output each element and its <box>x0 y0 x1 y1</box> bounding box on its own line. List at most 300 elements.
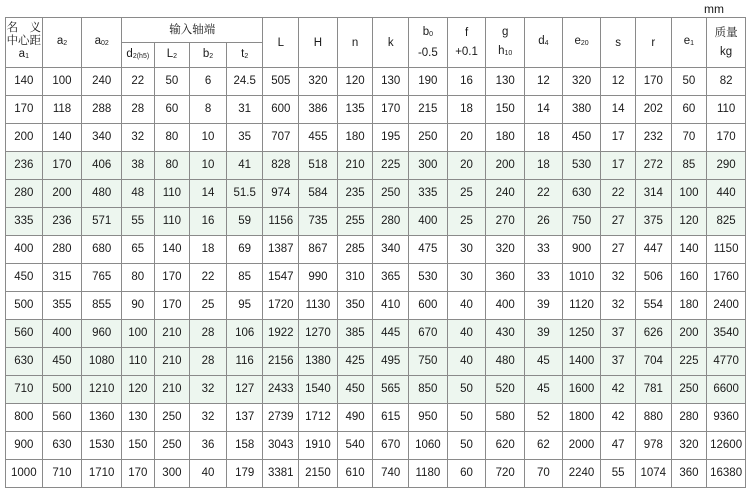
table-cell: 12600 <box>707 432 746 460</box>
table-row <box>6 264 746 292</box>
table-cell: 978 <box>635 432 671 460</box>
table-cell: 37 <box>601 320 636 348</box>
table-cell: 1710 <box>82 460 122 488</box>
table-cell: 106 <box>226 320 263 348</box>
table-row <box>6 180 746 208</box>
table-cell: 14 <box>190 180 227 208</box>
table-cell: 670 <box>409 320 448 348</box>
table-cell: 990 <box>299 264 338 292</box>
table-cell: 18 <box>525 152 563 180</box>
table-cell: 16 <box>447 68 486 96</box>
table-cell: 39 <box>525 320 563 348</box>
table-cell: 12 <box>525 68 563 96</box>
header-e1: e1 <box>671 18 707 68</box>
table-cell: 22 <box>525 180 563 208</box>
table-cell: 27 <box>601 236 636 264</box>
table-cell: 375 <box>635 208 671 236</box>
header-mass: 质量 kg <box>707 18 746 68</box>
table-cell: 240 <box>82 68 122 96</box>
table-cell: 620 <box>486 432 525 460</box>
table-cell: 195 <box>373 124 409 152</box>
table-cell: 350 <box>337 292 373 320</box>
table-cell: 1387 <box>263 236 299 264</box>
table-cell: 48 <box>122 180 155 208</box>
table-cell: 85 <box>226 264 263 292</box>
table-cell: 800 <box>6 404 43 432</box>
table-cell: 285 <box>337 236 373 264</box>
table-row <box>6 124 746 152</box>
header-s: s <box>601 18 636 68</box>
table-cell: 450 <box>337 376 373 404</box>
table-cell: 1547 <box>263 264 299 292</box>
table-cell: 25 <box>447 180 486 208</box>
table-cell: 974 <box>263 180 299 208</box>
table-cell: 565 <box>373 376 409 404</box>
table-cell: 584 <box>299 180 338 208</box>
table-cell: 1530 <box>82 432 122 460</box>
table-cell: 1150 <box>707 236 746 264</box>
table-cell: 22 <box>122 68 155 96</box>
table-cell: 110 <box>154 208 190 236</box>
table-cell: 735 <box>299 208 338 236</box>
table-cell: 32 <box>601 292 636 320</box>
table-cell: 225 <box>671 348 707 376</box>
table-cell: 90 <box>122 292 155 320</box>
table-cell: 280 <box>42 236 82 264</box>
table-cell: 960 <box>82 320 122 348</box>
table-cell: 867 <box>299 236 338 264</box>
table-cell: 740 <box>373 460 409 488</box>
table-cell: 25 <box>190 292 227 320</box>
table-cell: 335 <box>409 180 448 208</box>
table-cell: 320 <box>299 68 338 96</box>
table-cell: 32 <box>190 404 227 432</box>
table-cell: 62 <box>525 432 563 460</box>
table-cell: 270 <box>486 208 525 236</box>
table-cell: 236 <box>42 208 82 236</box>
table-cell: 50 <box>671 68 707 96</box>
header-d4: d4 <box>525 18 563 68</box>
table-cell: 127 <box>226 376 263 404</box>
table-cell: 25 <box>447 208 486 236</box>
table-cell: 190 <box>409 68 448 96</box>
table-cell: 65 <box>122 236 155 264</box>
table-cell: 17 <box>601 124 636 152</box>
table-cell: 900 <box>6 432 43 460</box>
table-cell: 137 <box>226 404 263 432</box>
header-t2: t2 <box>226 43 263 68</box>
header-H: H <box>299 18 338 68</box>
table-cell: 580 <box>486 404 525 432</box>
table-cell: 160 <box>671 264 707 292</box>
table-cell: 170 <box>122 460 155 488</box>
table-cell: 80 <box>154 124 190 152</box>
table-cell: 2433 <box>263 376 299 404</box>
table-cell: 200 <box>486 152 525 180</box>
table-cell: 765 <box>82 264 122 292</box>
table-row <box>6 68 746 96</box>
table-cell: 10 <box>190 124 227 152</box>
table-cell: 120 <box>337 68 373 96</box>
table-cell: 500 <box>6 292 43 320</box>
table-cell: 630 <box>42 432 82 460</box>
table-cell: 140 <box>154 236 190 264</box>
header-b2: b2 <box>190 43 227 68</box>
table-cell: 40 <box>190 460 227 488</box>
table-cell: 24.5 <box>226 68 263 96</box>
table-cell: 630 <box>562 180 601 208</box>
table-cell: 495 <box>373 348 409 376</box>
table-cell: 215 <box>409 96 448 124</box>
table-cell: 670 <box>373 432 409 460</box>
header-e20: e20 <box>562 18 601 68</box>
table-cell: 14 <box>525 96 563 124</box>
table-cell: 250 <box>154 432 190 460</box>
table-cell: 1380 <box>299 348 338 376</box>
table-cell: 116 <box>226 348 263 376</box>
table-cell: 400 <box>486 292 525 320</box>
table-body <box>6 68 746 488</box>
table-cell: 69 <box>226 236 263 264</box>
table-cell: 255 <box>337 208 373 236</box>
table-cell: 1060 <box>409 432 448 460</box>
table-cell: 480 <box>82 180 122 208</box>
table-cell: 506 <box>635 264 671 292</box>
table-cell: 140 <box>6 68 43 96</box>
header-b0: b0 -0.5 <box>409 18 448 68</box>
table-cell: 385 <box>337 320 373 348</box>
table-cell: 180 <box>671 292 707 320</box>
table-cell: 554 <box>635 292 671 320</box>
table-cell: 475 <box>409 236 448 264</box>
table-cell: 1910 <box>299 432 338 460</box>
table-cell: 320 <box>562 68 601 96</box>
table-cell: 18 <box>447 96 486 124</box>
table-cell: 290 <box>707 152 746 180</box>
table-cell: 828 <box>263 152 299 180</box>
table-cell: 900 <box>562 236 601 264</box>
table-cell: 150 <box>486 96 525 124</box>
header-r: r <box>635 18 671 68</box>
table-cell: 130 <box>122 404 155 432</box>
table-cell: 340 <box>373 236 409 264</box>
table-cell: 110 <box>154 180 190 208</box>
header-a2: a2 <box>42 18 82 68</box>
header-L: L <box>263 18 299 68</box>
table-cell: 150 <box>122 432 155 460</box>
table-cell: 33 <box>525 236 563 264</box>
table-cell: 180 <box>337 124 373 152</box>
table-cell: 360 <box>671 460 707 488</box>
table-cell: 210 <box>154 376 190 404</box>
table-cell: 571 <box>82 208 122 236</box>
table-cell: 36 <box>190 432 227 460</box>
table-cell: 170 <box>373 96 409 124</box>
table-cell: 626 <box>635 320 671 348</box>
table-row <box>6 292 746 320</box>
table-cell: 750 <box>562 208 601 236</box>
table-cell: 1074 <box>635 460 671 488</box>
table-cell: 450 <box>562 124 601 152</box>
table-cell: 320 <box>486 236 525 264</box>
table-cell: 704 <box>635 348 671 376</box>
header-g: g h10 <box>486 18 525 68</box>
table-cell: 410 <box>373 292 409 320</box>
table-cell: 170 <box>6 96 43 124</box>
table-row <box>6 96 746 124</box>
table-cell: 855 <box>82 292 122 320</box>
table-cell: 880 <box>635 404 671 432</box>
table-cell: 50 <box>154 68 190 96</box>
table-cell: 170 <box>154 292 190 320</box>
table-cell: 315 <box>42 264 82 292</box>
table-cell: 28 <box>122 96 155 124</box>
table-cell: 518 <box>299 152 338 180</box>
table-cell: 32 <box>122 124 155 152</box>
table-cell: 35 <box>226 124 263 152</box>
table-cell: 28 <box>190 320 227 348</box>
table-cell: 130 <box>373 68 409 96</box>
table-cell: 28 <box>190 348 227 376</box>
table-cell: 250 <box>671 376 707 404</box>
table-cell: 110 <box>122 348 155 376</box>
table-cell: 1250 <box>562 320 601 348</box>
table-cell: 680 <box>82 236 122 264</box>
table-cell: 455 <box>299 124 338 152</box>
table-cell: 210 <box>154 348 190 376</box>
table-cell: 179 <box>226 460 263 488</box>
table-cell: 2240 <box>562 460 601 488</box>
table-cell: 1400 <box>562 348 601 376</box>
table-cell: 1120 <box>562 292 601 320</box>
table-cell: 140 <box>42 124 82 152</box>
table-row <box>6 236 746 264</box>
table-cell: 26 <box>525 208 563 236</box>
table-cell: 600 <box>263 96 299 124</box>
table-cell: 425 <box>337 348 373 376</box>
table-cell: 6 <box>190 68 227 96</box>
table-cell: 1270 <box>299 320 338 348</box>
table-cell: 355 <box>42 292 82 320</box>
table-cell: 12 <box>601 68 636 96</box>
table-cell: 32 <box>601 264 636 292</box>
table-cell: 70 <box>525 460 563 488</box>
table-cell: 250 <box>409 124 448 152</box>
table-cell: 1130 <box>299 292 338 320</box>
table-cell: 365 <box>373 264 409 292</box>
table-cell: 16 <box>190 208 227 236</box>
table-cell: 22 <box>601 180 636 208</box>
table-cell: 1712 <box>299 404 338 432</box>
table-cell: 210 <box>154 320 190 348</box>
table-cell: 37 <box>601 348 636 376</box>
table-cell: 51.5 <box>226 180 263 208</box>
table-cell: 236 <box>6 152 43 180</box>
table-cell: 480 <box>486 348 525 376</box>
table-cell: 335 <box>6 208 43 236</box>
table-cell: 210 <box>337 152 373 180</box>
table-cell: 400 <box>42 320 82 348</box>
table-cell: 300 <box>154 460 190 488</box>
table-cell: 360 <box>486 264 525 292</box>
table-cell: 100 <box>42 68 82 96</box>
table-cell: 95 <box>226 292 263 320</box>
table-cell: 60 <box>671 96 707 124</box>
table-cell: 530 <box>562 152 601 180</box>
table-cell: 505 <box>263 68 299 96</box>
table-cell: 781 <box>635 376 671 404</box>
table-cell: 170 <box>154 264 190 292</box>
table-row <box>6 152 746 180</box>
table-cell: 450 <box>6 264 43 292</box>
table-cell: 450 <box>42 348 82 376</box>
table-cell: 235 <box>337 180 373 208</box>
table-cell: 59 <box>226 208 263 236</box>
table-cell: 3043 <box>263 432 299 460</box>
table-cell: 250 <box>154 404 190 432</box>
header-d2: d2(h5) <box>122 43 155 68</box>
table-cell: 710 <box>42 460 82 488</box>
table-cell: 2400 <box>707 292 746 320</box>
table-cell: 80 <box>122 264 155 292</box>
table-cell: 520 <box>486 376 525 404</box>
table-cell: 314 <box>635 180 671 208</box>
table-cell: 386 <box>299 96 338 124</box>
table-cell: 430 <box>486 320 525 348</box>
table-cell: 630 <box>6 348 43 376</box>
table-cell: 2739 <box>263 404 299 432</box>
table-cell: 85 <box>671 152 707 180</box>
table-cell: 55 <box>601 460 636 488</box>
table-cell: 560 <box>42 404 82 432</box>
table-cell: 32 <box>190 376 227 404</box>
table-cell: 1720 <box>263 292 299 320</box>
table-cell: 180 <box>486 124 525 152</box>
table-cell: 2150 <box>299 460 338 488</box>
table-cell: 10 <box>190 152 227 180</box>
table-cell: 45 <box>525 348 563 376</box>
table-cell: 120 <box>671 208 707 236</box>
table-cell: 40 <box>447 292 486 320</box>
table-cell: 60 <box>154 96 190 124</box>
table-cell: 340 <box>82 124 122 152</box>
table-cell: 4770 <box>707 348 746 376</box>
table-cell: 280 <box>373 208 409 236</box>
table-cell: 22 <box>190 264 227 292</box>
table-cell: 41 <box>226 152 263 180</box>
table-cell: 30 <box>447 236 486 264</box>
table-cell: 707 <box>263 124 299 152</box>
table-cell: 400 <box>6 236 43 264</box>
table-cell: 1922 <box>263 320 299 348</box>
header-nominal-center-distance: 名 义 中心距 a1 <box>6 18 43 68</box>
table-cell: 40 <box>447 348 486 376</box>
table-cell: 9360 <box>707 404 746 432</box>
header-a02: a02 <box>82 18 122 68</box>
table-cell: 135 <box>337 96 373 124</box>
table-cell: 3381 <box>263 460 299 488</box>
table-cell: 280 <box>671 404 707 432</box>
table-cell: 1080 <box>82 348 122 376</box>
table-cell: 20 <box>447 124 486 152</box>
table-row <box>6 320 746 348</box>
table-row <box>6 460 746 488</box>
header-input-shaft-end: 输入轴端 <box>122 18 263 43</box>
table-cell: 1000 <box>6 460 43 488</box>
table-cell: 380 <box>562 96 601 124</box>
table-cell: 55 <box>122 208 155 236</box>
table-cell: 40 <box>447 320 486 348</box>
table-cell: 447 <box>635 236 671 264</box>
table-cell: 200 <box>6 124 43 152</box>
header-k: k <box>373 18 409 68</box>
table-cell: 240 <box>486 180 525 208</box>
table-cell: 82 <box>707 68 746 96</box>
table-cell: 130 <box>486 68 525 96</box>
table-cell: 42 <box>601 404 636 432</box>
header-L2: L2 <box>154 43 190 68</box>
table-cell: 50 <box>447 404 486 432</box>
table-row <box>6 376 746 404</box>
table-cell: 320 <box>671 432 707 460</box>
table-cell: 100 <box>122 320 155 348</box>
table-cell: 1156 <box>263 208 299 236</box>
table-cell: 45 <box>525 376 563 404</box>
table-cell: 950 <box>409 404 448 432</box>
table-cell: 232 <box>635 124 671 152</box>
table-cell: 47 <box>601 432 636 460</box>
table-cell: 80 <box>154 152 190 180</box>
table-cell: 6600 <box>707 376 746 404</box>
table-cell: 39 <box>525 292 563 320</box>
table-cell: 31 <box>226 96 263 124</box>
table-cell: 70 <box>671 124 707 152</box>
table-cell: 1010 <box>562 264 601 292</box>
table-cell: 1360 <box>82 404 122 432</box>
table-cell: 110 <box>707 96 746 124</box>
table-cell: 140 <box>671 236 707 264</box>
table-cell: 850 <box>409 376 448 404</box>
table-cell: 2156 <box>263 348 299 376</box>
table-cell: 400 <box>409 208 448 236</box>
table-row <box>6 404 746 432</box>
table-cell: 170 <box>42 152 82 180</box>
table-cell: 202 <box>635 96 671 124</box>
table-cell: 14 <box>601 96 636 124</box>
table-cell: 440 <box>707 180 746 208</box>
table-cell: 118 <box>42 96 82 124</box>
table-cell: 16380 <box>707 460 746 488</box>
table-cell: 560 <box>6 320 43 348</box>
table-cell: 3540 <box>707 320 746 348</box>
table-cell: 610 <box>337 460 373 488</box>
table-cell: 50 <box>447 432 486 460</box>
table-cell: 158 <box>226 432 263 460</box>
table-cell: 1800 <box>562 404 601 432</box>
table-row <box>6 348 746 376</box>
table-cell: 38 <box>122 152 155 180</box>
table-cell: 27 <box>601 208 636 236</box>
table-cell: 300 <box>409 152 448 180</box>
table-cell: 225 <box>373 152 409 180</box>
table-cell: 60 <box>447 460 486 488</box>
table-cell: 1180 <box>409 460 448 488</box>
header-f: f +0.1 <box>447 18 486 68</box>
table-cell: 540 <box>337 432 373 460</box>
table-cell: 750 <box>409 348 448 376</box>
table-cell: 2000 <box>562 432 601 460</box>
dimension-table <box>5 17 746 488</box>
